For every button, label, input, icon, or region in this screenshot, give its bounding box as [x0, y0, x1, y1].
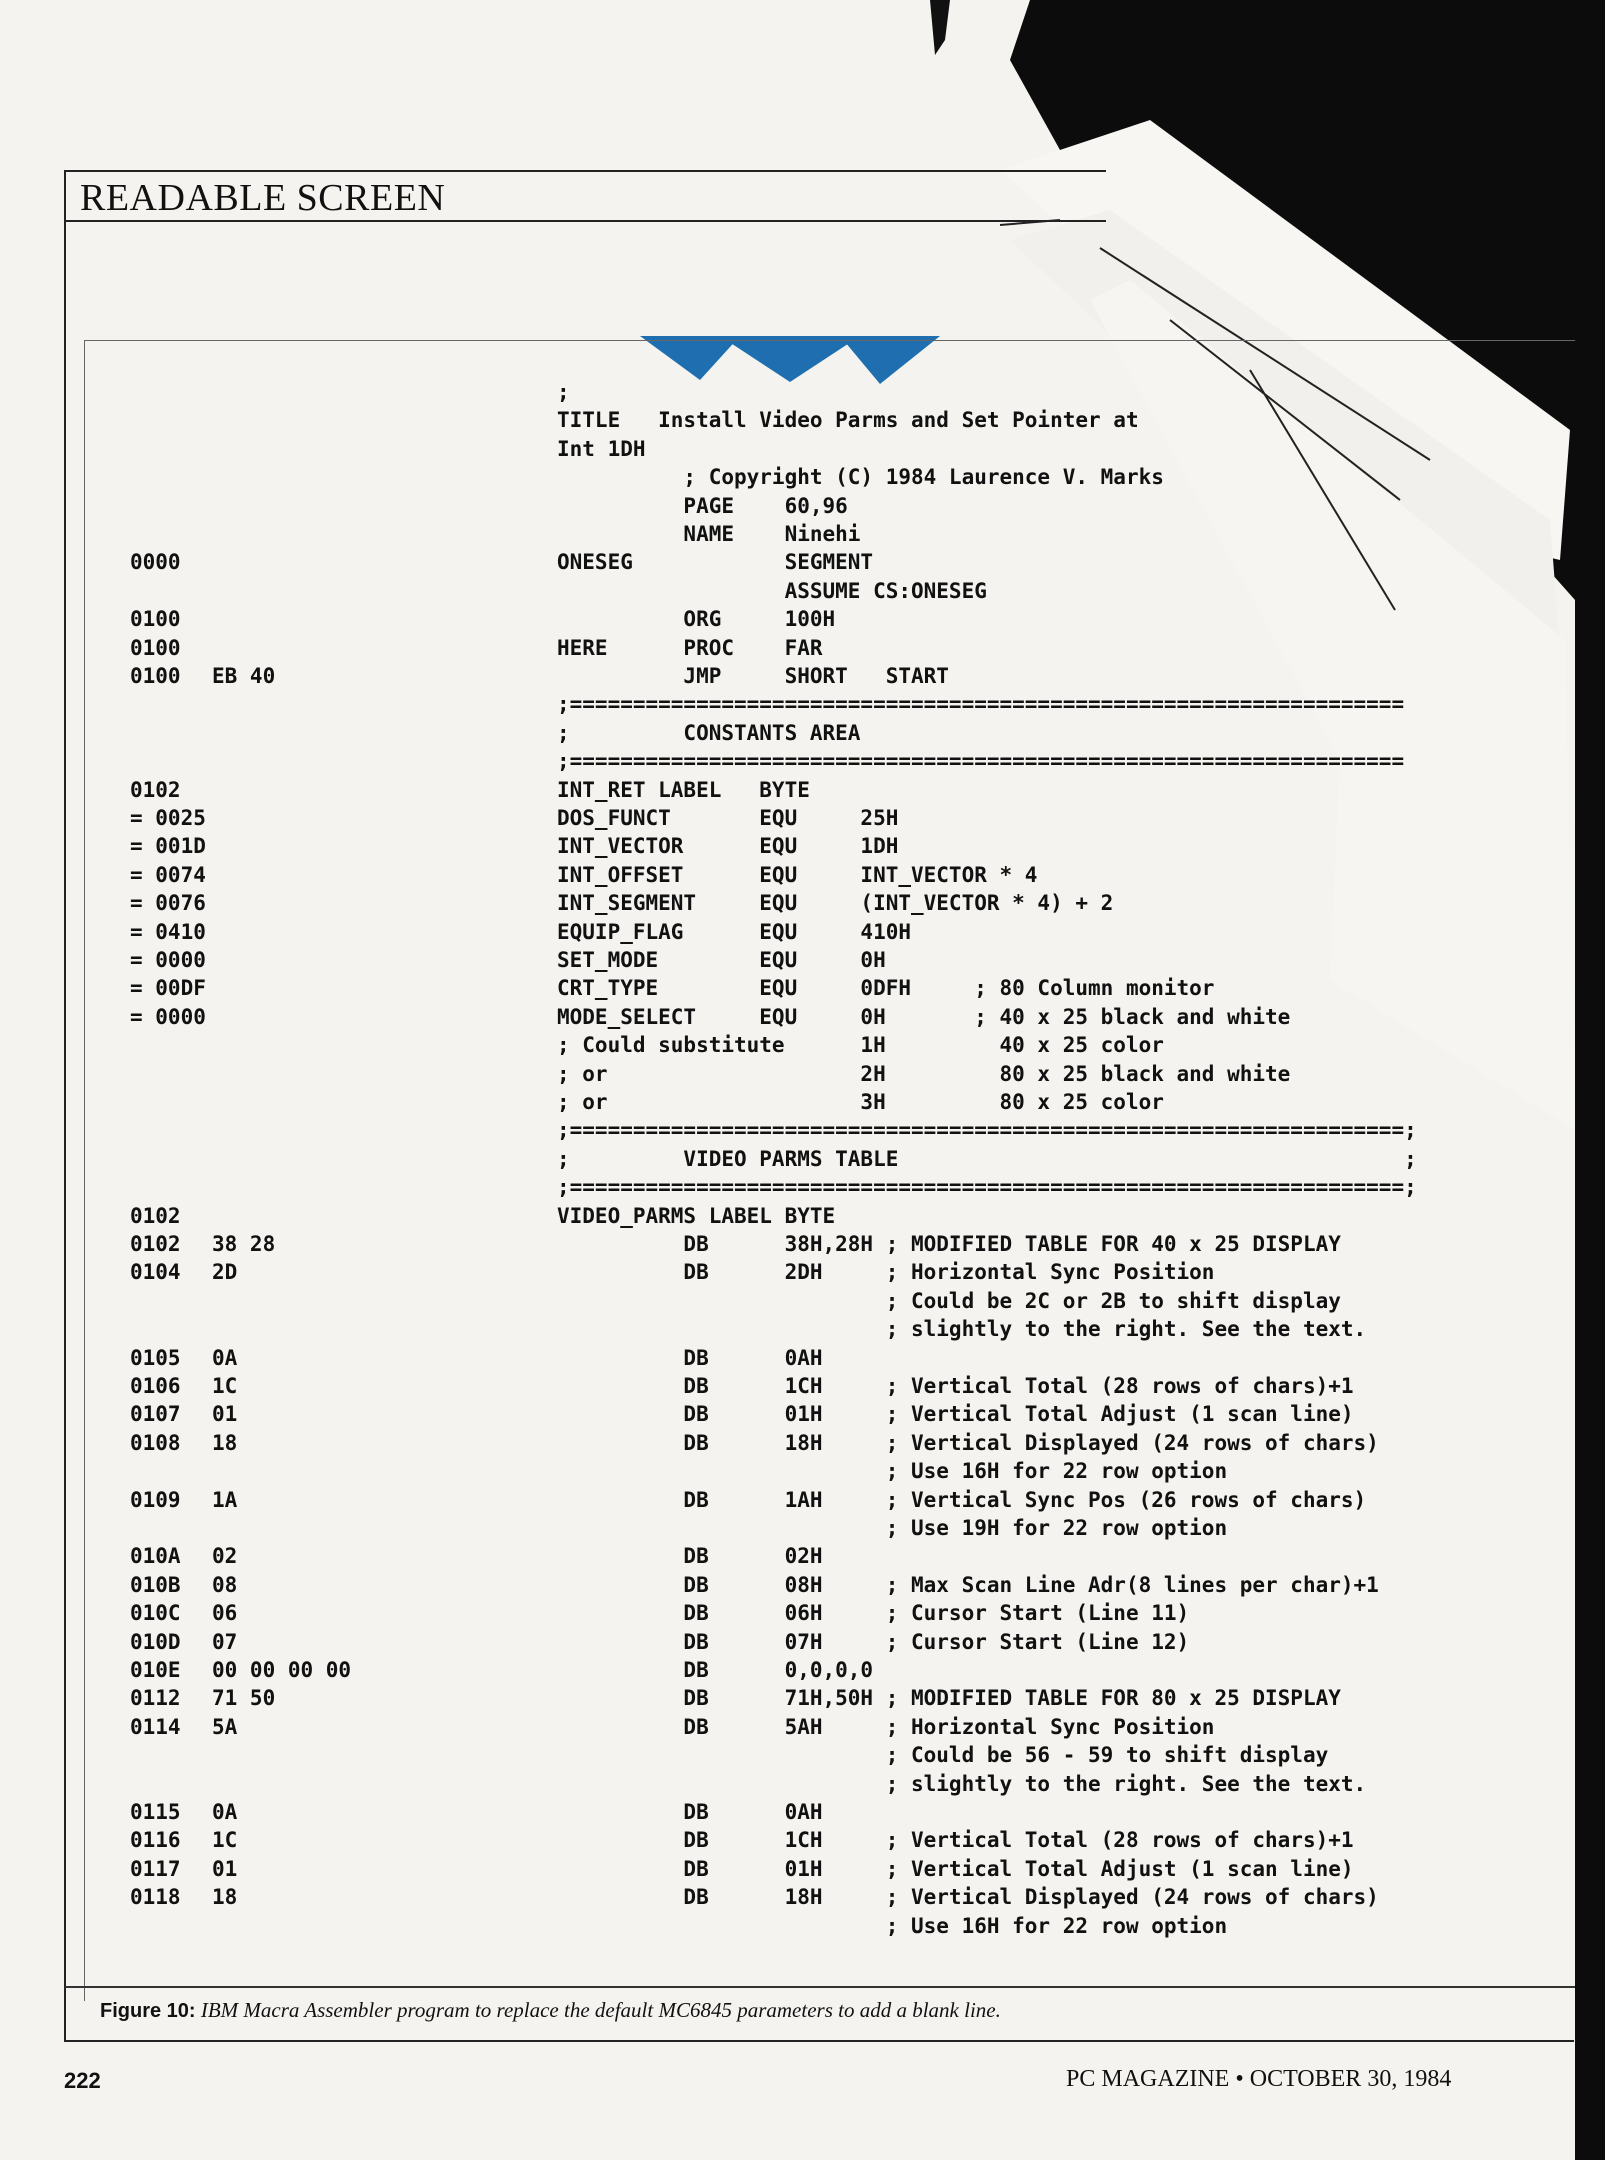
listing-bytes: 71 50 — [212, 1686, 276, 1710]
listing-code: DB 1AH ; Vertical Sync Pos (26 rows of chars) — [557, 1488, 1367, 1512]
magazine-footer: PC MAGAZINE • OCTOBER 30, 1984 — [1066, 2066, 1452, 2092]
listing-address: 0100 — [130, 607, 181, 631]
listing-code: INT_SEGMENT EQU (INT_VECTOR * 4) + 2 — [557, 891, 1114, 915]
listing-code: ; slightly to the right. See the text. — [557, 1317, 1367, 1341]
listing-bytes: 01 — [212, 1857, 238, 1881]
listing-code: ; Use 19H for 22 row option — [557, 1516, 1228, 1540]
listing-code: ONESEG SEGMENT — [557, 550, 874, 574]
listing-bytes: 1C — [212, 1828, 238, 1852]
section-title: READABLE SCREEN — [80, 177, 446, 219]
listing-address: = 00DF — [130, 976, 206, 1000]
listing-bytes: 0A — [212, 1800, 238, 1824]
listing-code: TITLE Install Video Parms and Set Pointer at — [557, 408, 1139, 432]
listing-code: DB 0AH — [557, 1346, 823, 1370]
listing-code: INT_VECTOR EQU 1DH — [557, 834, 899, 858]
listing-code: ; Could be 2C or 2B to shift display — [557, 1289, 1341, 1313]
listing-address: 0102 — [130, 778, 181, 802]
page-number: 222 — [64, 2068, 101, 2093]
listing-code: ; Copyright (C) 1984 Laurence V. Marks — [557, 465, 1164, 489]
listing-bytes: 06 — [212, 1601, 238, 1625]
listing-bytes: 18 — [212, 1885, 238, 1909]
listing-bytes: EB 40 — [212, 664, 276, 688]
listing-address: 0000 — [130, 550, 181, 574]
listing-code: INT_RET LABEL BYTE — [557, 778, 810, 802]
listing-address: 0114 — [130, 1715, 181, 1739]
listing-address: = 0074 — [130, 863, 206, 887]
listing-code: DB 2DH ; Horizontal Sync Position — [557, 1260, 1215, 1284]
listing-code: ; — [557, 380, 570, 404]
listing-code: DB 0,0,0,0 — [557, 1658, 874, 1682]
brush-mark — [930, 0, 950, 55]
listing-code: EQUIP_FLAG EQU 410H — [557, 920, 912, 944]
listing-code: ;==================================================================; — [557, 1118, 1417, 1142]
listing-address: 0100 — [130, 664, 181, 688]
listing-bytes: 07 — [212, 1630, 238, 1654]
listing-code: ; Use 16H for 22 row option — [557, 1459, 1228, 1483]
listing-bytes: 1C — [212, 1374, 238, 1398]
listing-code: ;================================================================== — [557, 692, 1405, 716]
listing-code: JMP SHORT START — [557, 664, 949, 688]
listing-bottom-rule — [65, 1986, 1575, 1988]
listing-address: = 0000 — [130, 948, 206, 972]
listing-address: = 0025 — [130, 806, 206, 830]
figure-caption — [100, 1998, 1570, 2023]
listing-address: = 0000 — [130, 1005, 206, 1029]
listing-address: 010C — [130, 1601, 181, 1625]
listing-code: DB 0AH — [557, 1800, 823, 1824]
listing-code: DB 06H ; Cursor Start (Line 11) — [557, 1601, 1190, 1625]
listing-bytes: 1A — [212, 1488, 238, 1512]
listing-address: 0104 — [130, 1260, 181, 1284]
footer-rule — [64, 2040, 1574, 2042]
listing-address: 0115 — [130, 1800, 181, 1824]
listing-code: ; slightly to the right. See the text. — [557, 1772, 1367, 1796]
listing-address: = 0076 — [130, 891, 206, 915]
caption-text: IBM Macra Assembler program to replace the default MC6845 parameters to add a blank line. — [200, 1998, 1001, 2022]
listing-code: ; or 2H 80 x 25 black and white — [557, 1062, 1291, 1086]
listing-code: Int 1DH — [557, 437, 646, 461]
listing-address: 0102 — [130, 1232, 181, 1256]
listing-code: ORG 100H — [557, 607, 836, 631]
listing-address: 0105 — [130, 1346, 181, 1370]
listing-code: DB 18H ; Vertical Displayed (24 rows of chars) — [557, 1431, 1379, 1455]
section-header — [64, 170, 1106, 222]
listing-address: 0100 — [130, 636, 181, 660]
listing-address: 0109 — [130, 1488, 181, 1512]
listing-code: DB 08H ; Max Scan Line Adr(8 lines per char)+1 — [557, 1573, 1379, 1597]
listing-code: ; or 3H 80 x 25 color — [557, 1090, 1164, 1114]
listing-code: ; Could substitute 1H 40 x 25 color — [557, 1033, 1164, 1057]
listing-code: ;================================================================== — [557, 749, 1405, 773]
listing-address: 010B — [130, 1573, 181, 1597]
listing-address: 0108 — [130, 1431, 181, 1455]
listing-address: = 001D — [130, 834, 206, 858]
listing-code: ASSUME CS:ONESEG — [557, 579, 987, 603]
listing-bytes: 0A — [212, 1346, 238, 1370]
listing-code: HERE PROC FAR — [557, 636, 823, 660]
listing-bytes: 18 — [212, 1431, 238, 1455]
listing-bytes: 00 00 00 00 — [212, 1658, 352, 1682]
listing-address: 010A — [130, 1544, 181, 1568]
listing-bytes: 2D — [212, 1260, 238, 1284]
listing-code: DB 1CH ; Vertical Total (28 rows of chars)+1 — [557, 1828, 1354, 1852]
listing-code: DB 1CH ; Vertical Total (28 rows of chars)+1 — [557, 1374, 1354, 1398]
listing-code: CRT_TYPE EQU 0DFH ; 80 Column monitor — [557, 976, 1215, 1000]
listing-code: DB 01H ; Vertical Total Adjust (1 scan line) — [557, 1857, 1354, 1881]
listing-code: MODE_SELECT EQU 0H ; 40 x 25 black and white — [557, 1005, 1291, 1029]
listing-address: 0116 — [130, 1828, 181, 1852]
listing-code: DB 18H ; Vertical Displayed (24 rows of chars) — [557, 1885, 1379, 1909]
listing-bytes: 38 28 — [212, 1232, 276, 1256]
listing-bytes: 5A — [212, 1715, 238, 1739]
listing-code: ; Could be 56 - 59 to shift display — [557, 1743, 1329, 1767]
listing-address: 0107 — [130, 1402, 181, 1426]
caption-label: Figure 10: — [100, 2000, 196, 2022]
listing-code: ;==================================================================; — [557, 1175, 1417, 1199]
listing-code: SET_MODE EQU 0H — [557, 948, 886, 972]
listing-address: 0112 — [130, 1686, 181, 1710]
listing-code: DB 07H ; Cursor Start (Line 12) — [557, 1630, 1190, 1654]
listing-code: ; Use 16H for 22 row option — [557, 1914, 1228, 1938]
listing-code: NAME Ninehi — [557, 522, 861, 546]
listing-code: ; VIDEO PARMS TABLE ; — [557, 1147, 1417, 1171]
listing-address: 010D — [130, 1630, 181, 1654]
listing-bytes: 02 — [212, 1544, 238, 1568]
listing-code: PAGE 60,96 — [557, 494, 848, 518]
listing-code: DB 5AH ; Horizontal Sync Position — [557, 1715, 1215, 1739]
listing-address: 010E — [130, 1658, 181, 1682]
listing-address: 0117 — [130, 1857, 181, 1881]
listing-bytes: 08 — [212, 1573, 238, 1597]
listing-address: 0102 — [130, 1204, 181, 1228]
listing-code: DOS_FUNCT EQU 25H — [557, 806, 899, 830]
listing-code: DB 38H,28H ; MODIFIED TABLE FOR 40 x 25 DISPLAY — [557, 1232, 1341, 1256]
listing-code: DB 02H — [557, 1544, 823, 1568]
listing-address: 0106 — [130, 1374, 181, 1398]
page-left-rule — [64, 218, 66, 2040]
listing-code: DB 71H,50H ; MODIFIED TABLE FOR 80 x 25 DISPLAY — [557, 1686, 1341, 1710]
listing-address: = 0410 — [130, 920, 206, 944]
listing-code: ; CONSTANTS AREA — [557, 721, 861, 745]
listing-code: VIDEO_PARMS LABEL BYTE — [557, 1204, 836, 1228]
listing-code: DB 01H ; Vertical Total Adjust (1 scan line) — [557, 1402, 1354, 1426]
listing-code: INT_OFFSET EQU INT_VECTOR * 4 — [557, 863, 1038, 887]
listing-address: 0118 — [130, 1885, 181, 1909]
listing-bytes: 01 — [212, 1402, 238, 1426]
